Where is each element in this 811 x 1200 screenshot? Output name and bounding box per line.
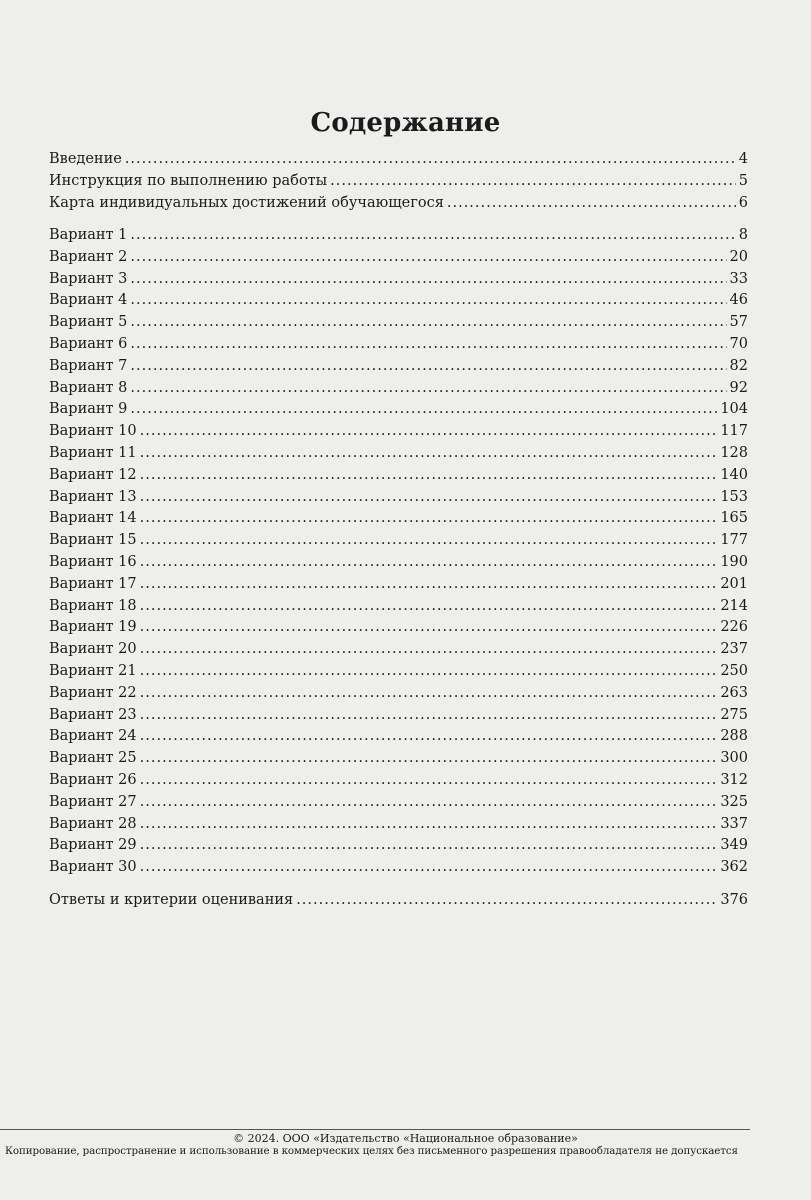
toc-entry: [49, 685, 748, 707]
toc-entry: [49, 728, 748, 750]
toc-dot-leader: [130, 401, 717, 417]
toc-dot-leader: [140, 532, 718, 548]
toc-entry-label: Вариант 3: [49, 270, 128, 287]
toc-dot-leader: [130, 314, 726, 330]
toc-answers-section: [49, 892, 748, 914]
toc-entry-page: 33: [729, 270, 748, 287]
toc-entry-label: Вариант 25: [49, 750, 137, 767]
toc-entry-page: 177: [720, 532, 748, 549]
toc-dot-leader: [140, 794, 718, 810]
page-title: Содержание: [310, 108, 501, 138]
toc-dot-leader: [140, 423, 718, 439]
toc-entry: [49, 336, 748, 358]
toc-dot-leader: [130, 336, 726, 352]
toc-entry-label: Вариант 6: [49, 335, 128, 352]
toc-entry: [49, 859, 748, 881]
toc-entry: [49, 249, 748, 271]
toc-entry-label: Ответы и критерии оценивания: [49, 892, 294, 908]
toc-dot-leader: [130, 271, 726, 287]
toc-entry-page: 288: [720, 728, 748, 745]
toc-dot-leader: [140, 837, 718, 853]
toc-entry-page: 237: [720, 641, 748, 658]
toc-variants-section: [49, 227, 748, 881]
toc-entry: [49, 358, 748, 380]
toc-entry-label: Вариант 28: [49, 815, 137, 832]
toc-entry-page: 201: [720, 575, 748, 592]
toc-entry: [49, 707, 748, 729]
toc-entry-page: 214: [720, 597, 748, 614]
toc-dot-leader: [140, 554, 718, 570]
toc-entry-page: 92: [729, 379, 748, 396]
toc-entry-page: 104: [720, 401, 748, 418]
toc-entry-page: 376: [720, 892, 748, 908]
toc-entry-page: 82: [729, 357, 748, 374]
toc-dot-leader: [330, 173, 736, 189]
toc-entry: [49, 380, 748, 402]
toc-dot-leader: [140, 859, 718, 875]
toc-entry: [49, 489, 748, 511]
toc-entry-label: Вариант 20: [49, 641, 137, 658]
toc-entry-page: 46: [729, 292, 748, 309]
toc-entry: [49, 794, 748, 816]
toc-entry-label: Вариант 19: [49, 619, 137, 636]
toc-dot-leader: [140, 750, 718, 766]
footer-copyright: © 2024. ООО «Издательство «Национальное образование»: [233, 1132, 578, 1145]
toc-entry: [49, 423, 748, 445]
toc-entry: [49, 151, 748, 173]
toc-dot-leader: [140, 598, 718, 614]
toc-dot-leader: [140, 685, 718, 701]
toc-entry-label: Вариант 8: [49, 379, 128, 396]
toc-dot-leader: [140, 619, 718, 635]
toc-entry-page: 349: [720, 837, 748, 854]
toc-entry-label: Вариант 26: [49, 771, 137, 788]
toc-entry-label: Инструкция по выполнению работы: [49, 172, 328, 189]
toc-entry: [49, 445, 748, 467]
toc-entry-label: Вариант 2: [49, 248, 128, 265]
toc-entry-page: 337: [720, 815, 748, 832]
toc-entry: [49, 619, 748, 641]
toc-entry: [49, 467, 748, 489]
toc-entry-page: 57: [729, 314, 748, 331]
toc-entry-label: Вариант 14: [49, 510, 137, 527]
toc-entry-label: Вариант 5: [49, 314, 128, 331]
toc-entry-page: 117: [720, 423, 748, 440]
toc-entry-label: Вариант 21: [49, 662, 137, 679]
toc-entry: [49, 892, 748, 914]
toc-dot-leader: [140, 510, 718, 526]
toc-entry-page: 5: [738, 172, 748, 189]
toc-entry-page: 312: [720, 771, 748, 788]
toc-entry-label: Вариант 17: [49, 575, 137, 592]
toc-entry-label: Карта индивидуальных достижений обучающегося: [49, 194, 444, 211]
toc-entry: [49, 401, 748, 423]
toc-entry-label: Вариант 10: [49, 423, 137, 440]
toc-dot-leader: [140, 816, 718, 832]
toc-entry-page: 128: [720, 444, 748, 461]
toc-entry-page: 325: [720, 793, 748, 810]
toc-dot-leader: [296, 892, 717, 908]
toc-entry-page: 20: [729, 248, 748, 265]
toc-entry-page: 4: [738, 151, 748, 167]
toc-entry: [49, 554, 748, 576]
toc-entry: [49, 510, 748, 532]
toc-entry-label: Вариант 23: [49, 706, 137, 723]
toc-entry-page: 362: [720, 859, 748, 876]
toc-entry-label: Введение: [49, 151, 122, 167]
toc-dot-leader: [140, 641, 718, 657]
toc-dot-leader: [140, 467, 718, 483]
toc-dot-leader: [125, 151, 736, 167]
toc-dot-leader: [130, 292, 726, 308]
toc-entry-page: 263: [720, 684, 748, 701]
toc-entry-label: Вариант 15: [49, 532, 137, 549]
toc-entry-page: 190: [720, 553, 748, 570]
toc-entry: [49, 314, 748, 336]
toc-entry-label: Вариант 16: [49, 553, 137, 570]
toc-entry: [49, 195, 748, 217]
toc-intro-section: [49, 151, 748, 216]
toc-dot-leader: [140, 576, 718, 592]
toc-entry: [49, 271, 748, 293]
toc-dot-leader: [140, 489, 718, 505]
toc-entry-page: 153: [720, 488, 748, 505]
footer-divider: [0, 1129, 750, 1130]
toc-dot-leader: [140, 663, 718, 679]
toc-entry-label: Вариант 24: [49, 728, 137, 745]
toc-entry: [49, 772, 748, 794]
toc-dot-leader: [130, 380, 726, 396]
toc-dot-leader: [130, 358, 726, 374]
toc-entry-page: 8: [738, 227, 748, 243]
toc-entry-page: 300: [720, 750, 748, 767]
toc-entry: [49, 641, 748, 663]
toc-entry-page: 226: [720, 619, 748, 636]
toc-entry-label: Вариант 18: [49, 597, 137, 614]
toc-dot-leader: [140, 445, 718, 461]
toc-dot-leader: [130, 227, 735, 243]
toc-entry-label: Вариант 9: [49, 401, 128, 418]
toc-entry-label: Вариант 7: [49, 357, 128, 374]
toc-dot-leader: [140, 707, 718, 723]
toc-entry: [49, 173, 748, 195]
toc-entry-page: 165: [720, 510, 748, 527]
toc-entry-page: 140: [720, 466, 748, 483]
toc-entry-label: Вариант 11: [49, 444, 137, 461]
toc-entry-page: 250: [720, 662, 748, 679]
footer-notice: Копирование, распространение и использование в коммерческих целях без письменного разрешения правообладателя не допускается: [5, 1145, 738, 1157]
toc-entry: [49, 816, 748, 838]
toc-entry-page: 6: [738, 194, 748, 211]
toc-entry: [49, 576, 748, 598]
toc-entry-label: Вариант 22: [49, 684, 137, 701]
toc-entry-page: 70: [729, 335, 748, 352]
toc-dot-leader: [140, 772, 718, 788]
toc-entry: [49, 227, 748, 249]
toc-dot-leader: [447, 195, 736, 211]
toc-entry-label: Вариант 4: [49, 292, 128, 309]
toc-entry-label: Вариант 29: [49, 837, 137, 854]
toc-dot-leader: [130, 249, 726, 265]
toc-entry: [49, 663, 748, 685]
toc-entry: [49, 598, 748, 620]
toc-entry-label: Вариант 27: [49, 793, 137, 810]
toc-entry: [49, 292, 748, 314]
toc-entry-label: Вариант 30: [49, 859, 137, 876]
toc-entry-label: Вариант 12: [49, 466, 137, 483]
toc-entry: [49, 532, 748, 554]
toc-entry: [49, 750, 748, 772]
toc-entry-page: 275: [720, 706, 748, 723]
toc-entry-label: Вариант 1: [49, 227, 128, 243]
toc-entry-label: Вариант 13: [49, 488, 137, 505]
toc-dot-leader: [140, 728, 718, 744]
toc-entry: [49, 837, 748, 859]
